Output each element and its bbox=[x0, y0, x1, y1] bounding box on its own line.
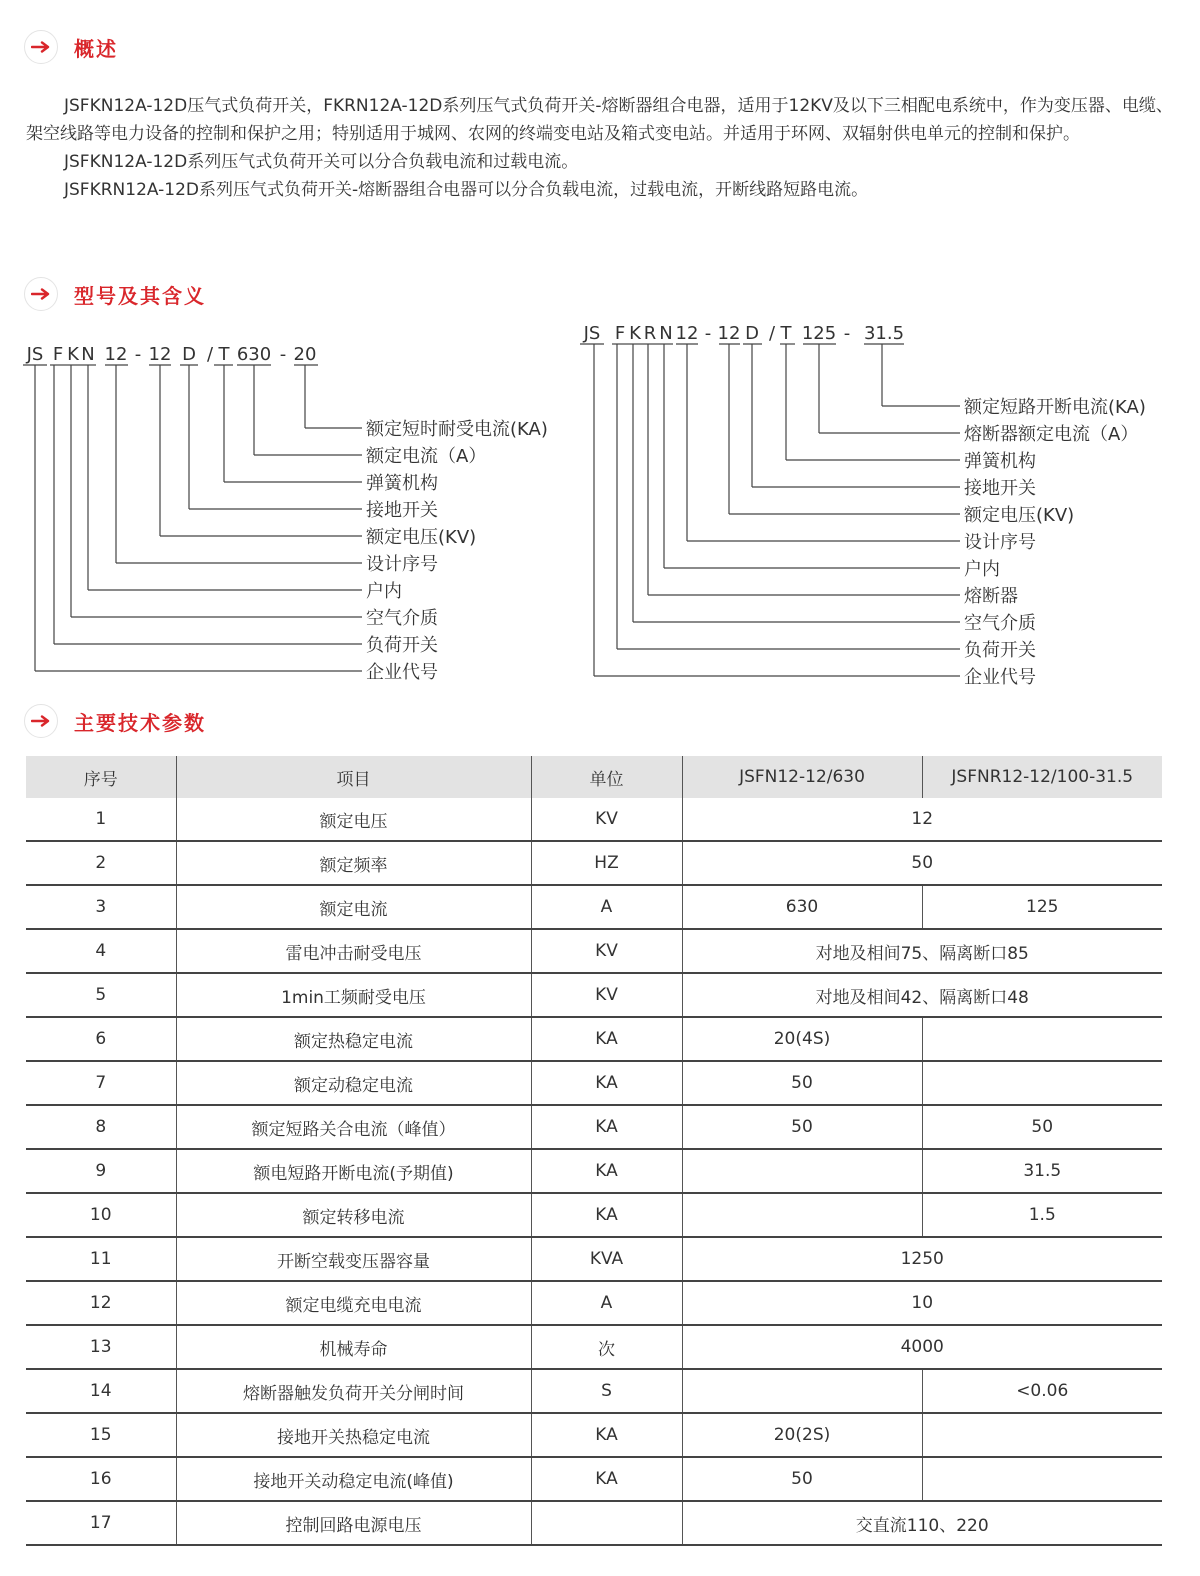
section-overview-header bbox=[24, 30, 118, 64]
row-unit: S bbox=[531, 1369, 682, 1413]
arrow-right-icon bbox=[24, 30, 58, 64]
model-label: 熔断器 bbox=[964, 586, 1018, 607]
row-unit: KA bbox=[531, 1149, 682, 1193]
row-number: 9 bbox=[26, 1149, 176, 1193]
overview-paragraph: JSFKN12A-12D系列压气式负荷开关可以分合负载电流和过载电流。 bbox=[64, 152, 579, 172]
model-code-token: - bbox=[843, 323, 851, 344]
row-value-630: 50 bbox=[682, 1105, 922, 1149]
model-code-token: T bbox=[780, 323, 792, 344]
model-code-token: / bbox=[768, 323, 776, 344]
row-value-100: 50 bbox=[922, 1105, 1162, 1149]
section-model-header bbox=[24, 277, 206, 311]
row-value: 50 bbox=[682, 841, 1162, 885]
row-number: 10 bbox=[26, 1193, 176, 1237]
table-row bbox=[26, 1501, 1162, 1545]
model-code-token: / bbox=[206, 344, 214, 365]
row-value-100: 31.5 bbox=[922, 1149, 1162, 1193]
model-code-token: F bbox=[52, 344, 64, 365]
row-value-100 bbox=[922, 1413, 1162, 1457]
row-unit: 次 bbox=[531, 1325, 682, 1369]
header-cell: 单位 bbox=[531, 756, 682, 798]
model-label: 额定短时耐受电流(KA) bbox=[366, 419, 548, 440]
row-unit: KA bbox=[531, 1105, 682, 1149]
row-unit: KA bbox=[531, 1017, 682, 1061]
model-label: 设计序号 bbox=[366, 554, 438, 575]
row-unit: KA bbox=[531, 1413, 682, 1457]
row-number: 16 bbox=[26, 1457, 176, 1501]
row-number: 7 bbox=[26, 1061, 176, 1105]
row-unit: KA bbox=[531, 1457, 682, 1501]
model-label: 弹簧机构 bbox=[366, 473, 438, 494]
model-label: 负荷开关 bbox=[964, 640, 1036, 661]
tech-params-table bbox=[26, 756, 1162, 1546]
row-item: 额定频率 bbox=[176, 841, 531, 885]
row-unit bbox=[531, 1501, 682, 1545]
row-value: 对地及相间75、隔离断口85 bbox=[682, 929, 1162, 973]
model-code-token: 12 bbox=[104, 344, 128, 365]
row-item: 额定电流 bbox=[176, 885, 531, 929]
row-value-630: 20(2S) bbox=[682, 1413, 922, 1457]
row-value-630: 20(4S) bbox=[682, 1017, 922, 1061]
model-label: 额定电流（A） bbox=[366, 446, 487, 467]
model-code-token: - bbox=[279, 344, 287, 365]
model-code-token: 630 bbox=[236, 344, 272, 365]
model-label: 额定短路开断电流(KA) bbox=[964, 397, 1146, 418]
header-cell: JSFN12-12/630 bbox=[682, 756, 922, 798]
row-unit: KA bbox=[531, 1061, 682, 1105]
row-value-630 bbox=[682, 1149, 922, 1193]
model-label: 负荷开关 bbox=[366, 635, 438, 656]
row-item: 额定电压 bbox=[176, 798, 531, 841]
model-code-token: D bbox=[745, 323, 759, 344]
row-value-100 bbox=[922, 1061, 1162, 1105]
row-unit: KV bbox=[531, 798, 682, 841]
model-designation-diagram bbox=[0, 310, 1200, 700]
header-cell: JSFNR12-12/100-31.5 bbox=[922, 756, 1162, 798]
row-item: 额定电缆充电电流 bbox=[176, 1281, 531, 1325]
row-item: 控制回路电源电压 bbox=[176, 1501, 531, 1545]
row-value: 交直流110、220 bbox=[682, 1501, 1162, 1545]
table-row bbox=[26, 1369, 1162, 1413]
row-item: 额定动稳定电流 bbox=[176, 1061, 531, 1105]
row-unit: A bbox=[531, 1281, 682, 1325]
arrow-right-icon bbox=[24, 277, 58, 311]
row-item: 额定热稳定电流 bbox=[176, 1017, 531, 1061]
row-unit: KA bbox=[531, 1193, 682, 1237]
model-label: 额定电压(KV) bbox=[964, 505, 1075, 526]
model-code-token: 125 bbox=[801, 323, 837, 344]
row-number: 15 bbox=[26, 1413, 176, 1457]
table-row bbox=[26, 885, 1162, 929]
model-code-token: - bbox=[134, 344, 142, 365]
row-value: 对地及相间42、隔离断口48 bbox=[682, 973, 1162, 1017]
model-label: 空气介质 bbox=[964, 613, 1036, 634]
table-row bbox=[26, 798, 1162, 841]
row-item: 1min工频耐受电压 bbox=[176, 973, 531, 1017]
row-number: 5 bbox=[26, 973, 176, 1017]
arrow-right-icon bbox=[24, 704, 58, 738]
model-code-token: 12 bbox=[148, 344, 172, 365]
model-label: 弹簧机构 bbox=[964, 451, 1036, 472]
row-item: 额定短路关合电流（峰值） bbox=[176, 1105, 531, 1149]
row-value-100 bbox=[922, 1017, 1162, 1061]
model-code-token: 12 bbox=[675, 323, 699, 344]
table-row bbox=[26, 841, 1162, 885]
header-cell: 项目 bbox=[176, 756, 531, 798]
row-value-630 bbox=[682, 1193, 922, 1237]
row-item: 接地开关热稳定电流 bbox=[176, 1413, 531, 1457]
model-code-token: - bbox=[704, 323, 712, 344]
row-number: 1 bbox=[26, 798, 176, 841]
row-number: 3 bbox=[26, 885, 176, 929]
table-row bbox=[26, 1281, 1162, 1325]
overview-text bbox=[26, 92, 1176, 204]
row-number: 6 bbox=[26, 1017, 176, 1061]
model-label: 接地开关 bbox=[964, 478, 1036, 499]
row-number: 12 bbox=[26, 1281, 176, 1325]
row-item: 机械寿命 bbox=[176, 1325, 531, 1369]
overview-paragraph: JSFKN12A-12D压气式负荷开关，FKRN12A-12D系列压气式负荷开关-熔断器组合电器，适用于12KV及以下三相配电系统中，作为变压器、电缆、架空线路等电力设备的控制和保护之用；特别适用于城网、农网的终端变电站及箱式变电站。并适用于环网、双辐射供电单元的控制和保护。 bbox=[26, 96, 1173, 144]
model-label: 户内 bbox=[366, 581, 402, 602]
table-header-row bbox=[26, 756, 1162, 798]
table-row bbox=[26, 1149, 1162, 1193]
row-unit: KVA bbox=[531, 1237, 682, 1281]
model-label: 额定电压(KV) bbox=[366, 527, 477, 548]
model-code-token: 12 bbox=[717, 323, 741, 344]
row-number: 8 bbox=[26, 1105, 176, 1149]
table-row bbox=[26, 1193, 1162, 1237]
table-row bbox=[26, 929, 1162, 973]
model-code-token: N bbox=[81, 344, 95, 365]
model-code-token: 20 bbox=[293, 344, 317, 365]
model-label: 企业代号 bbox=[366, 662, 438, 683]
row-unit: HZ bbox=[531, 841, 682, 885]
row-unit: A bbox=[531, 885, 682, 929]
row-value-630: 50 bbox=[682, 1061, 922, 1105]
row-number: 2 bbox=[26, 841, 176, 885]
row-value-100 bbox=[922, 1457, 1162, 1501]
model-code-token: R bbox=[643, 323, 657, 344]
row-value: 12 bbox=[682, 798, 1162, 841]
row-item: 额电短路开断电流(予期值) bbox=[176, 1149, 531, 1193]
section-tech-header bbox=[24, 704, 206, 738]
row-item: 雷电冲击耐受电压 bbox=[176, 929, 531, 973]
model-code-token: 31.5 bbox=[863, 323, 905, 344]
row-value-630: 630 bbox=[682, 885, 922, 929]
model-code-token: N bbox=[659, 323, 673, 344]
row-value-630: 50 bbox=[682, 1457, 922, 1501]
row-unit: KV bbox=[531, 929, 682, 973]
model-label: 空气介质 bbox=[366, 608, 438, 629]
row-item: 接地开关动稳定电流(峰值) bbox=[176, 1457, 531, 1501]
row-item: 熔断器触发负荷开关分闸时间 bbox=[176, 1369, 531, 1413]
row-number: 17 bbox=[26, 1501, 176, 1545]
section-title: 型号及其含义 bbox=[74, 283, 206, 308]
row-number: 13 bbox=[26, 1325, 176, 1369]
table-row bbox=[26, 1413, 1162, 1457]
model-code-token: JS bbox=[26, 344, 44, 365]
row-item: 额定转移电流 bbox=[176, 1193, 531, 1237]
section-title: 概述 bbox=[74, 36, 118, 61]
model-code-token: K bbox=[629, 323, 641, 344]
row-item: 开断空载变压器容量 bbox=[176, 1237, 531, 1281]
row-value: 1250 bbox=[682, 1237, 1162, 1281]
row-number: 11 bbox=[26, 1237, 176, 1281]
row-value-630 bbox=[682, 1369, 922, 1413]
row-number: 4 bbox=[26, 929, 176, 973]
model-code-token: T bbox=[218, 344, 230, 365]
row-value-100: 125 bbox=[922, 885, 1162, 929]
row-unit: KV bbox=[531, 973, 682, 1017]
row-value: 4000 bbox=[682, 1325, 1162, 1369]
row-value: 10 bbox=[682, 1281, 1162, 1325]
model-label: 设计序号 bbox=[964, 532, 1036, 553]
table-row bbox=[26, 1105, 1162, 1149]
table-row bbox=[26, 1017, 1162, 1061]
row-value-100: 1.5 bbox=[922, 1193, 1162, 1237]
model-label: 接地开关 bbox=[366, 500, 438, 521]
table-row bbox=[26, 1325, 1162, 1369]
model-label: 户内 bbox=[964, 559, 1000, 580]
model-code-token: JS bbox=[583, 323, 601, 344]
section-title: 主要技术参数 bbox=[74, 710, 206, 735]
table-row bbox=[26, 1061, 1162, 1105]
model-label: 企业代号 bbox=[964, 667, 1036, 688]
row-value-100: <0.06 bbox=[922, 1369, 1162, 1413]
header-cell: 序号 bbox=[26, 756, 176, 798]
table-row bbox=[26, 1237, 1162, 1281]
model-code-token: D bbox=[182, 344, 196, 365]
row-number: 14 bbox=[26, 1369, 176, 1413]
model-label: 熔断器额定电流（A） bbox=[964, 424, 1139, 445]
table-row bbox=[26, 973, 1162, 1017]
model-code-token: K bbox=[67, 344, 79, 365]
overview-paragraph: JSFKRN12A-12D系列压气式负荷开关-熔断器组合电器可以分合负载电流，过载电流，开断线路短路电流。 bbox=[64, 180, 869, 200]
table-row bbox=[26, 1457, 1162, 1501]
model-code-token: F bbox=[614, 323, 626, 344]
